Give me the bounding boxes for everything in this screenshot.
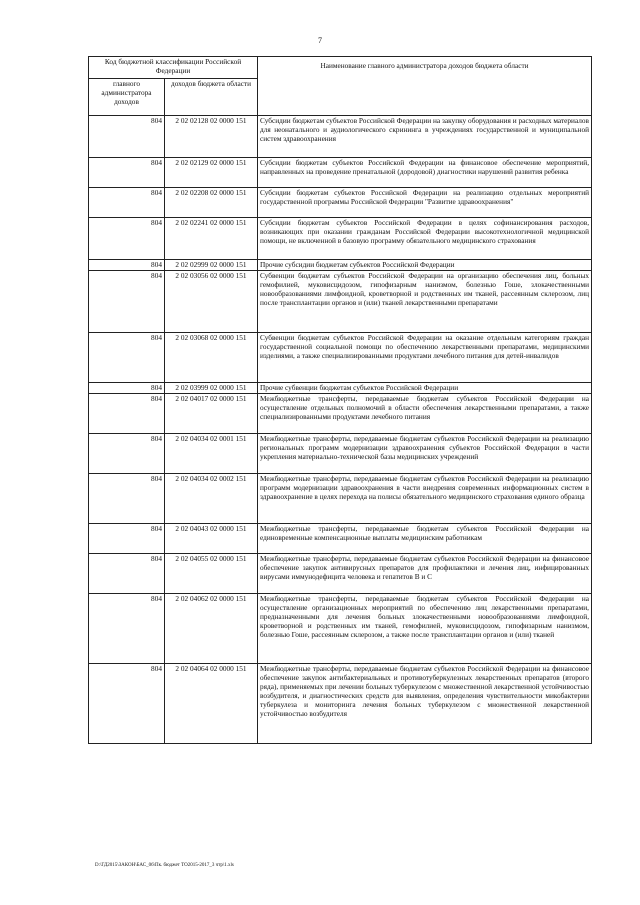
income-code-cell: 2 02 03999 02 0000 151 (165, 383, 258, 394)
admin-code-cell: 804 (89, 260, 165, 271)
income-name-cell: Межбюджетные трансферты, передаваемые бюджетам субъектов Российской Федерации на финансовое обеспечение закупок антибактериальных и противотуберкулезных лекарственных препаратов (второго ряда), применяемых при лечении больных туберкулезом с множественной лекарственной устойчивостью возбудителя, и диагностических средств для выявления, определения чувствительности микобактерии туберкулеза и мониторинга лечения больных туберкулезом с множественной лекарственной устойчивостью возбудителя (258, 664, 592, 744)
income-name-cell: Субвенции бюджетам субъектов Российской Федерации на организацию обеспечения лиц, больных гемофилией, муковисцидозом, гипофизарным нанизмом, болезнью Гоше, злокачественными новообразованиями лимфоидной, кроветворной и родственных им тканей, рассеянным склерозом, лиц после трансплантации органов и (или) тканей лекарственными препаратами (258, 271, 592, 333)
income-name-cell: Межбюджетные трансферты, передаваемые бюджетам субъектов Российской Федерации на единовременные компенсационные выплаты медицинским работникам (258, 524, 592, 554)
income-name-cell: Прочие субсидии бюджетам субъектов Российской Федерации (258, 260, 592, 271)
table-row (89, 116, 592, 158)
header-name: Наименование главного администратора доходов бюджета области (258, 57, 592, 116)
table-row (89, 333, 592, 383)
income-code-cell: 2 02 02208 02 0000 151 (165, 188, 258, 218)
admin-code-cell: 804 (89, 554, 165, 594)
admin-code-cell: 804 (89, 594, 165, 664)
income-code-cell: 2 02 04017 02 0000 151 (165, 394, 258, 434)
header-admin-code: главного администратора доходов (89, 79, 165, 116)
admin-code-cell: 804 (89, 116, 165, 158)
income-name-cell: Субсидии бюджетам субъектов Российской Федерации в целях софинансирования расходов, возникающих при оказании гражданам Российской Федерации высокотехнологичной медицинской помощи, не включенной в базовую программу обязательного медицинского страхования (258, 218, 592, 260)
income-code-cell: 2 02 03056 02 0000 151 (165, 271, 258, 333)
table-row (89, 394, 592, 434)
income-code-cell: 2 02 02241 02 0000 151 (165, 218, 258, 260)
table-row (89, 434, 592, 474)
income-name-cell: Субсидии бюджетам субъектов Российской Федерации на закупку оборудования и расходных материалов для неонатального и аудиологического скрининга в учреждениях государственной и муниципальной систем здравоохранения (258, 116, 592, 158)
admin-code-cell: 804 (89, 188, 165, 218)
table-row (89, 664, 592, 744)
admin-code-cell: 804 (89, 664, 165, 744)
budget-codes-table (88, 56, 592, 744)
admin-code-cell: 804 (89, 333, 165, 383)
table-row (89, 271, 592, 333)
income-name-cell: Межбюджетные трансферты, передаваемые бюджетам субъектов Российской Федерации на реализацию региональных программ модернизации здравоохранения субъектов Российской Федерации в части укрепления материально-технической базы медицинских учреждений (258, 434, 592, 474)
header-classification-code: Код бюджетной классификации Российской Федерации (89, 57, 258, 79)
admin-code-cell: 804 (89, 434, 165, 474)
admin-code-cell: 804 (89, 158, 165, 188)
admin-code-cell: 804 (89, 218, 165, 260)
income-name-cell: Межбюджетные трансферты, передаваемые бюджетам субъектов Российской Федерации на осуществление организационных мероприятий по обеспечению лиц лекарственными препаратами, предназначенными для лечения больных злокачественными новообразованиями лимфоидной, кроветворной и родственных им тканей, гемофилией, муковисцидозом, гипофизарным нанизмом, болезнью Гоше, рассеянным склерозом, а также после трансплантации органов и (или) тканей (258, 594, 592, 664)
income-name-cell: Субсидии бюджетам субъектов Российской Федерации на финансовое обеспечение мероприятий, направленных на проведение пренатальной (дородовой) диагностики нарушений развития ребенка (258, 158, 592, 188)
table-row (89, 594, 592, 664)
table-row (89, 554, 592, 594)
page-number: 7 (318, 36, 322, 45)
income-code-cell: 2 02 04034 02 0002 151 (165, 474, 258, 524)
income-code-cell: 2 02 04062 02 0000 151 (165, 594, 258, 664)
table-row (89, 383, 592, 394)
admin-code-cell: 804 (89, 271, 165, 333)
admin-code-cell: 804 (89, 383, 165, 394)
income-code-cell: 2 02 04055 02 0000 151 (165, 554, 258, 594)
income-name-cell: Субвенции бюджетам субъектов Российской Федерации на оказание отдельным категориям граждан государственной социальной помощи по обеспечению лекарственными препаратами, медицинскими изделиями, а также специализированными продуктами лечебного питания для детей-инвалидов (258, 333, 592, 383)
table-row (89, 260, 592, 271)
table-row (89, 188, 592, 218)
income-name-cell: Прочие субвенции бюджетам субъектов Российской Федерации (258, 383, 592, 394)
income-code-cell: 2 02 02999 02 0000 151 (165, 260, 258, 271)
income-code-cell: 2 02 02128 02 0000 151 (165, 116, 258, 158)
income-name-cell: Межбюджетные трансферты, передаваемые бюджетам субъектов Российской Федерации на финансовое обеспечение закупок антивирусных препаратов для профилактики и лечения лиц, инфицированных вирусами иммунодефицита человека и гепатитов В и С (258, 554, 592, 594)
income-name-cell: Межбюджетные трансферты, передаваемые бюджетам субъектов Российской Федерации на осуществление отдельных полномочий в области обеспечения лекарственными препаратами, а также специализированными продуктами лечебного питания (258, 394, 592, 434)
income-code-cell: 2 02 04034 02 0001 151 (165, 434, 258, 474)
table-row (89, 474, 592, 524)
income-name-cell: Субсидии бюджетам субъектов Российской Федерации на реализацию отдельных мероприятий государственной программы Российской Федерации "Развитие здравоохранения" (258, 188, 592, 218)
admin-code-cell: 804 (89, 394, 165, 434)
income-code-cell: 2 02 04064 02 0000 151 (165, 664, 258, 744)
income-code-cell: 2 02 02129 02 0000 151 (165, 158, 258, 188)
income-name-cell: Межбюджетные трансферты, передаваемые бюджетам субъектов Российской Федерации на реализацию программ модернизации здравоохранения в части внедрения современных информационных систем в здравоохранение в целях перехода на полисы обязательного медицинского страхования единого образца (258, 474, 592, 524)
header-income-code: доходов бюджета области (165, 79, 258, 116)
income-code-cell: 2 02 03068 02 0000 151 (165, 333, 258, 383)
file-path-footer: D:\ГД2015\ЗАКОН\БАС_06\Пк. бюджет ТО2015-2017_3 чтр\1.xls (95, 863, 234, 868)
admin-code-cell: 804 (89, 524, 165, 554)
income-code-cell: 2 02 04043 02 0000 151 (165, 524, 258, 554)
table-row (89, 218, 592, 260)
table-row (89, 158, 592, 188)
header-row-1 (89, 57, 592, 79)
admin-code-cell: 804 (89, 474, 165, 524)
table-row (89, 524, 592, 554)
